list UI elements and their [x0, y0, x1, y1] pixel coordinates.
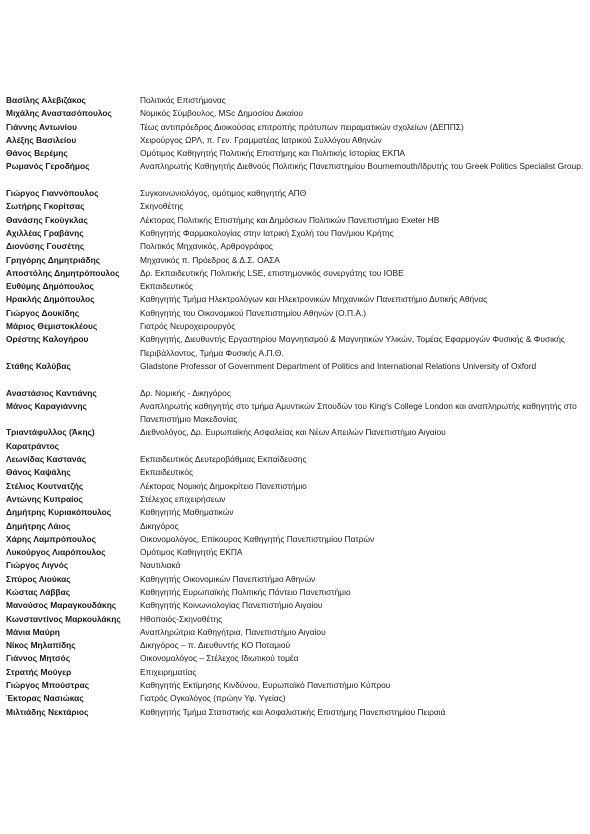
list-item [6, 613, 584, 626]
signatory-role: Τέως αντιπρόεδρος Διοικούσας επιτροπής πρότυπων πειραματικών σχολείων (ΔΕΠΠΣ) [140, 121, 464, 132]
signatory-role: Στέλεχος επιχειρήσεων [140, 493, 226, 504]
signatory-role: Εκπαιδευτικός [140, 467, 194, 478]
signatory-name: Γιάννης Αντωνίου [6, 121, 77, 132]
list-item [6, 107, 584, 120]
list-item [6, 214, 584, 227]
signatory-name: Γιάννος Μητσός [6, 653, 71, 664]
signatory-name: Μάνια Μαύρη [6, 626, 60, 637]
signatory-role: Εκπαιδευτικός Δευτεροβάθμιας Εκπαίδευσης [140, 454, 307, 465]
signatory-name: Μιλτιάδης Νεκτάριος [6, 706, 89, 717]
signatory-name: Γιώργος Μπούστρας [6, 680, 90, 691]
signatory-name: Θανάσης Γκούγκλας [6, 214, 88, 225]
signatory-role: Καθηγητής, Διευθυντής Εργαστηρίου Μαγνητισμού & Μαγνητικών Υλικών, Τομέας Εφαρμογών Φυσικής & Φυσικής Περιβάλλοντος, Τμήμα Φυσικής Α.Π.Θ. [140, 334, 565, 358]
signatory-name: Νίκος Μηλαπίδης [6, 640, 76, 651]
list-item [6, 666, 584, 679]
signatory-role: Καθηγητής Ευρωπαϊκής Πολιτικής Πάντειο Πανεπιστήμιο [140, 586, 351, 597]
signatory-role: Καθηγητής Τμήμα Ηλεκτρολόγων και Ηλεκτρονικών Μηχανικών Πανεπιστήμιο Δυτικής Αθήνας [140, 294, 488, 305]
signatory-role: Καθηγητής Εκτίμησης Κινδύνου, Ευρωπαϊκό Πανεπιστήμιο Κύπρου [140, 680, 391, 691]
list-item [6, 652, 584, 665]
signatory-name: Γρηγόρης Δημητριάδης [6, 254, 101, 265]
signatory-name: Έκτορας Νασιώκας [6, 693, 84, 704]
signatory-role: Γιατρός Ογκολόγος (πρώην Υφ. Υγείας) [140, 693, 286, 704]
list-item [6, 559, 584, 572]
signatory-role: Δρ. Εκπαιδευτικής Πολιτικής LSE, επιστημονικός συνεργάτης του ΙΟΒΕ [140, 267, 404, 278]
signatory-name: Λεωνίδας Καστανάς [6, 454, 87, 465]
signatory-name: Θάνος Βερέμης [6, 148, 68, 159]
signatory-role: Δικηγόρος – π. Διευθυντής ΚΟ Ποταμιού [140, 640, 291, 651]
signatory-role: Λέκτορας Πολιτικής Επιστήμης και Δημόσιων Πολιτικών Πανεπιστήμιο Exeter ΗΒ [140, 214, 440, 225]
signatory-name: Λυκούργος Λιαρόπουλος [6, 547, 106, 558]
signatory-name: Μάνος Καραγιάννης [6, 400, 87, 411]
signatory-name: Στάθης Καλύβας [6, 360, 71, 371]
signatory-name: Αλέξης Βασιλείου [6, 134, 77, 145]
signatory-role: Καθηγητής του Οικονομικού Πανεπιστημίου Αθηνών (Ο.Π.Α.) [140, 307, 367, 318]
list-item [6, 520, 584, 533]
list-item [6, 134, 584, 147]
signatory-role: Πολιτικός Μηχανικός, Αρθρογράφος [140, 241, 273, 252]
signatory-name: Γιώργος Δουκίδης [6, 307, 80, 318]
signatory-role [140, 174, 584, 187]
signatory-role: Δικηγόρος [140, 520, 179, 531]
list-item [6, 200, 584, 213]
signatory-name: Μανούσος Μαραγκουδάκης [6, 600, 117, 611]
list-item [6, 533, 584, 546]
list-item [6, 639, 584, 652]
list-item [6, 254, 584, 267]
signatory-role: Πολιτικός Επιστήμονας [140, 95, 226, 105]
list-item [6, 174, 584, 187]
list-item [6, 373, 584, 386]
signatory-role: Συγκοινωνιολόγος, ομότιμος καθηγητής ΑΠΘ [140, 188, 307, 199]
list-item [6, 506, 584, 519]
list-item [6, 121, 584, 134]
signatory-role: Gladstone Professor of Government Department of Politics and International Relations University of Oxford [140, 360, 537, 371]
signatory-name: Αχιλλέας Γραβάνης [6, 227, 84, 238]
signatory-role: Καθηγητής Οικονομικών Πανεπιστήμιο Αθηνών [140, 573, 316, 584]
signatory-name: Ρωμανός Γεροδήμος [6, 161, 90, 172]
list-item [6, 240, 584, 253]
signatory-role: Διεθνολόγος, Δρ. Ευρωπαϊκής Ασφαλείας και Νέων Απειλών Πανεπιστήμιο Αιγαίου [140, 427, 446, 438]
signatory-role: Εκπαιδευτικός [140, 281, 194, 292]
signatory-name: Αναστάσιος Καντιάνης [6, 387, 97, 398]
list-item [6, 320, 584, 333]
list-item [6, 387, 584, 400]
signatory-role: Ναυτιλιακά [140, 560, 181, 571]
signatory-role: Σκηνοθέτης [140, 201, 184, 212]
list-item [6, 160, 584, 173]
list-item [6, 480, 584, 493]
signatory-role: Μηχανικός π. Πρόεδρος & Δ.Σ. ΟΑΣΑ [140, 254, 280, 265]
list-item [6, 679, 584, 692]
list-item [6, 333, 584, 360]
list-item [6, 493, 584, 506]
list-item [6, 626, 584, 639]
signatory-name: Μάριος Θεμιστοκλέους [6, 321, 98, 332]
signatory-name: Χάρης Λαμπρόπουλος [6, 533, 96, 544]
signatory-role: Ηθοποιός-Σκηνοθέτης [140, 613, 223, 624]
signatory-role: Χειρούργος ΩΡΛ, π. Γεν. Γραμματέας Ιατρικού Συλλόγου Αθηνών [140, 134, 382, 145]
list-item [6, 267, 584, 280]
signatory-role: Αναπληρωτής Καθηγητής Διεθνούς Πολιτικής Πανεπιστημίου Bournemouth/Ιδρυτής του Greek Politics Specialist Group. [140, 161, 584, 172]
signatory-name: Ευθύμης Δημόπουλος [6, 281, 94, 292]
signatory-name: Στρατής Μούγερ [6, 666, 72, 677]
signatory-name: Αποστόλης Δημητρόπουλος [6, 267, 120, 278]
list-item [6, 573, 584, 586]
list-item [6, 187, 584, 200]
list-item [6, 586, 584, 599]
signatory-name: Γιώργος Λιγνός [6, 560, 69, 571]
signatory-role: Λέκτορας Νομικής Δημοκρίτειο Πανεπιστήμιο [140, 480, 307, 491]
signatory-name: Βασίλης Αλεβιζάκος [6, 95, 86, 105]
list-item [6, 692, 584, 705]
signatory-role: Δρ. Νομικής - Δικηγόρος [140, 387, 231, 398]
signatory-name: Δημήτρης Λάιος [6, 520, 71, 531]
signatory-role: Καθηγητής Κοινωνιολογίας Πανεπιστήμιο Αιγαίου [140, 600, 323, 611]
signatory-name [6, 373, 140, 386]
signatory-role: Νομικός Σύμβουλος, MSc Δημοσίου Δικαίου [140, 108, 303, 119]
signatory-name: Γιώργος Γιαννόπουλος [6, 188, 99, 199]
signatory-name: Ηρακλής Δημόπουλος [6, 294, 95, 305]
list-item [6, 280, 584, 293]
signatory-name: Θάνος Καψάλης [6, 467, 71, 478]
list-item [6, 466, 584, 479]
signatory-role: Αναπληρωτής καθηγητής στο τμήμα Αμυντικών Σπουδών του King's College London και αναπληρωτής καθηγητής στο Πανεπιστήμιο Μακεδονίας [140, 400, 577, 425]
signatory-role: Καθηγητής Τμήμα Στατιστικής και Ασφαλιστικής Επιστήμης Πανεπιστημίου Πειραιά [140, 706, 446, 717]
signatory-role: Αναπληρώτρια Καθηγήτρια, Πανεπιστήμιο Αιγαίου [140, 626, 326, 637]
signatory-role: Καθηγητής Φαρμακολογίας στην Ιατρική Σχολή του Παν/μιου Κρήτης [140, 227, 394, 238]
list-item [6, 147, 584, 160]
signatories-list [6, 94, 584, 719]
signatory-role: Οικονομολόγος, Επίκουρος Καθηγητής Πανεπιστημίου Πατρών [140, 533, 375, 544]
signatory-name: Σπύρος Λιούκας [6, 573, 71, 584]
list-item [6, 453, 584, 466]
list-item [6, 546, 584, 559]
list-item [6, 426, 584, 453]
signatory-name [6, 174, 140, 187]
list-item [6, 599, 584, 612]
signatory-role: Οικονομολόγος – Στέλεχος Ιδιωτικού τομέα [140, 653, 299, 664]
list-item [6, 360, 584, 373]
signatory-name: Δημήτρης Κυριακόπουλος [6, 507, 112, 518]
signatory-name: Ορέστης Καλογήρου [6, 334, 89, 345]
signatory-name: Κώστας Λάββας [6, 586, 71, 597]
list-item [6, 400, 584, 427]
signatory-name: Κωνσταντίνος Μαρκουλάκης [6, 613, 121, 624]
signatory-name: Μιχάλης Αναστασόπουλος [6, 108, 112, 119]
list-item [6, 706, 584, 719]
signatory-role: Επιχειρηματίας [140, 666, 197, 677]
list-item [6, 94, 584, 107]
signatory-role: Γιατρός Νευροχειρουργός [140, 321, 236, 332]
list-item [6, 307, 584, 320]
signatory-role: Καθηγητής Μαθηματικών [140, 507, 234, 518]
signatory-role: Ομότιμος Καθηγητής Πολιτικής Επιστήμης και Πολιτικής Ιστορίας ΕΚΠΑ [140, 148, 405, 159]
signatory-name: Διονύσης Γουσέτης [6, 241, 85, 252]
signatory-name: Τριαντάφυλλος (Άκης) Καρατράντος [6, 427, 95, 451]
signatory-name: Στέλιος Κουτνατζής [6, 480, 84, 491]
signatory-role: Ομότιμος Καθηγητής ΕΚΠΑ [140, 547, 243, 558]
signatory-role [140, 373, 584, 386]
list-item [6, 293, 584, 306]
list-item [6, 227, 584, 240]
signatory-name: Αντώνης Κυπραίος [6, 493, 83, 504]
signatory-name: Σωτήρης Γκορίτσας [6, 201, 85, 212]
